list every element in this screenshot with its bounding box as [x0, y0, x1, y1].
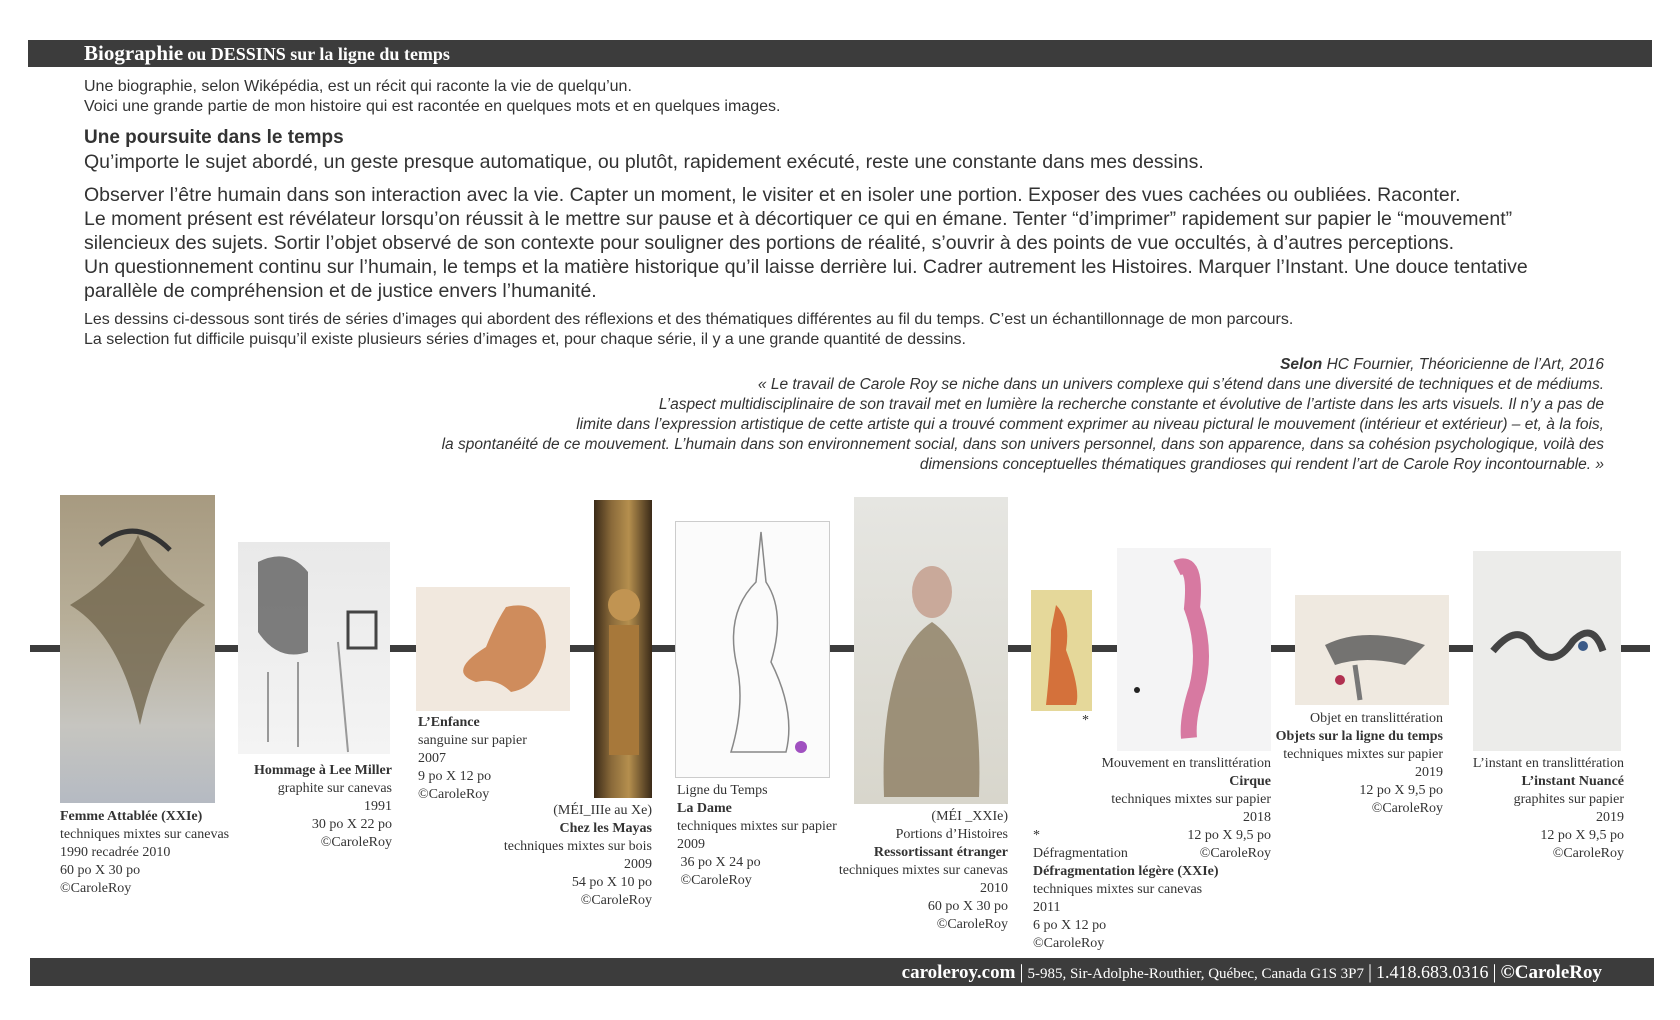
caption-title: Cirque [1229, 774, 1271, 789]
artwork-image-enfance [416, 587, 570, 711]
caption-dimensions: 9 po X 12 po [418, 769, 492, 784]
caption-series: (MÉI _XXIe) [931, 809, 1008, 824]
footer-bar [30, 958, 1654, 986]
caption-copyright: ©CaroleRoy [60, 881, 132, 896]
footer-copyright: ©CaroleRoy [1500, 962, 1602, 983]
caption-title: La Dame [677, 801, 732, 816]
caption-copyright: ©CaroleRoy [1552, 846, 1624, 861]
caption-technique: techniques mixtes sur canevas [838, 863, 1008, 878]
caption-title: Ressortissant étranger [873, 845, 1008, 860]
caption-title: Objets sur la ligne du temps [1275, 729, 1443, 744]
caption-series: Objet en translittération [1310, 711, 1443, 726]
caption-dimensions: 6 po X 12 po [1033, 918, 1107, 933]
caption-cirque [1101, 755, 1271, 863]
caption-objets-ligne-du-temps [1276, 710, 1443, 818]
caption-copyright: ©CaroleRoy [320, 835, 392, 850]
caption-marker: * [1033, 828, 1040, 843]
caption-title: Chez les Mayas [559, 821, 652, 836]
intro-line-2: Voici une grande partie de mon histoire qui est racontée en quelques mots et en quelques images. [84, 98, 781, 115]
caption-instant-nuance [1473, 755, 1624, 863]
caption-year: 1990 recadrée 2010 [60, 845, 171, 860]
quote-line-3: limite dans l’expression artistique de cette artiste qui a trouvé comment exprimer au niveau pictural le mouvement (intérieur et extérieur) – et, à la fois, [576, 416, 1604, 433]
caption-technique: sanguine sur papier [418, 733, 527, 748]
caption-dimensions: 60 po X 30 po [60, 863, 141, 878]
caption-femme-attablee [60, 808, 229, 898]
caption-copyright: ©CaroleRoy [1199, 846, 1271, 861]
caption-series: (MÉI_IIIe au Xe) [553, 803, 652, 818]
caption-series: Défragmentation [1033, 846, 1128, 861]
caption-dimensions: 54 po X 10 po [571, 875, 652, 890]
selection-line-2: La selection fut difficile puisqu’il existe plusieurs séries d’images et, pour chaque série, il y a une grande quantité de dessins. [84, 331, 966, 348]
section-line-5: Un questionnement continu sur l’humain, le temps et la matière historique qu’il laisse derrière lui. Cadrer autrement les Histoires. Marquer l’Instant. Une douce tentative [84, 256, 1528, 278]
caption-series: L’instant en translittération [1472, 756, 1624, 771]
caption-year: 2009 [677, 837, 705, 852]
footer-text: caroleroy.com | 5-985, Sir-Adolphe-Routhier, Québec, Canada G1S 3P7 | 1.418.683.0316 | ©CaroleRoy [901, 961, 1602, 983]
caption-dimensions: 36 po X 24 po [677, 855, 761, 870]
caption-technique: techniques mixtes sur canevas [60, 827, 230, 842]
artwork-image-femme-attablee [60, 495, 215, 803]
section-line-4: silencieux des sujets. Sortir l’objet observé de son contexte pour souligner des portions de réalité, s’ouvrir à des points de vue occultés, à d’autres perceptions. [84, 232, 1455, 254]
caption-title: L’Enfance [418, 715, 480, 730]
caption-title: L’instant Nuancé [1521, 774, 1624, 789]
section-line-3: Le moment présent est révélateur lorsqu’on réussit à le mettre sur pause et à décortiquer ce qui en émane. Tenter “d’imprimer” rapidement sur papier le “mouvement” [84, 208, 1513, 230]
caption-copyright: ©CaroleRoy [677, 873, 752, 888]
page-title-rest: ou DESSINS sur la ligne du temps [187, 44, 450, 64]
quote-author-bold: Selon [1280, 356, 1323, 373]
footer-address: 5-985, Sir-Adolphe-Routhier, Québec, Canada G1S 3P7 [1027, 966, 1365, 982]
defragmentation-marker: * [1082, 713, 1089, 728]
caption-technique: techniques mixtes sur papier [1283, 747, 1443, 762]
caption-dimensions: 12 po X 9,5 po [1359, 783, 1443, 798]
caption-copyright: ©CaroleRoy [1033, 936, 1105, 951]
page-title-bold: Biographie [84, 41, 184, 65]
caption-copyright: ©CaroleRoy [936, 917, 1008, 932]
caption-technique: techniques mixtes sur papier [677, 819, 837, 834]
artwork-image-objets-ligne-du-temps [1295, 595, 1449, 705]
caption-year: 2007 [418, 751, 446, 766]
quote-line-4: la spontanéité de ce mouvement. L’humain dans son environnement social, dans son univers personnel, dans son apparence, dans sa cohésion psychologique, voilà des [441, 436, 1604, 453]
section-line-6: parallèle de compréhension et de justice envers l’humanité. [84, 280, 597, 302]
artwork-image-hommage-lee-miller [238, 542, 390, 754]
caption-chez-les-mayas [504, 802, 652, 910]
artwork-image-defragmentation [1031, 590, 1092, 711]
section-heading: Une poursuite dans le temps [84, 127, 344, 148]
caption-title: Femme Attablée (XXIe) [60, 809, 203, 824]
caption-title: Défragmentation légère (XXIe) [1033, 864, 1219, 879]
caption-technique: graphites sur papier [1513, 792, 1624, 807]
artwork-image-la-dame [675, 521, 830, 778]
caption-dimensions: 12 po X 9,5 po [1540, 828, 1624, 843]
caption-year: 1991 [364, 799, 392, 814]
caption-year: 2019 [1596, 810, 1624, 825]
quote-line-5: dimensions conceptuelles thématiques grandioses qui rendent l’art de Carole Roy incontournable. » [919, 456, 1604, 473]
caption-dimensions: 60 po X 30 po [927, 899, 1008, 914]
caption-technique: techniques mixtes sur canevas [1033, 882, 1203, 897]
section-line-1: Qu’importe le sujet abordé, un geste presque automatique, ou plutôt, rapidement exécuté, reste une constante dans mes dessins. [84, 151, 1204, 173]
caption-dimensions: 30 po X 22 po [311, 817, 392, 832]
caption-la-dame [677, 782, 837, 890]
footer-phone: 1.418.683.0316 [1376, 962, 1489, 982]
intro-line-1: Une biographie, selon Wiképédia, est un récit qui raconte la vie de quelqu’un. [84, 78, 632, 95]
artwork-image-ressortissant-etranger [854, 497, 1008, 804]
caption-technique: techniques mixtes sur bois [503, 839, 652, 854]
footer-site-link[interactable]: caroleroy.com [901, 962, 1016, 983]
caption-technique: graphite sur canevas [277, 781, 392, 796]
caption-year: 2010 [980, 881, 1008, 896]
selection-line-1: Les dessins ci-dessous sont tirés de séries d’images qui abordent des réflexions et des thématiques différentes au fil du temps. C’est un échantillonnage de mon parcours. [84, 311, 1294, 328]
caption-year: 2011 [1033, 900, 1061, 915]
artwork-image-chez-les-mayas [594, 500, 652, 798]
caption-year: 2009 [624, 857, 652, 872]
caption-series: Ligne du Temps [677, 783, 768, 798]
quote-line-1: « Le travail de Carole Roy se niche dans un univers complexe qui s’étend dans une diversité de techniques et de médiums. [757, 376, 1604, 393]
section-line-2: Observer l’être humain dans son interaction avec la vie. Capter un moment, le visiter et en isoler une portion. Exposer des vues cachées ou oubliées. Raconter. [84, 184, 1461, 206]
caption-ressortissant-etranger [839, 808, 1008, 934]
caption-copyright: ©CaroleRoy [1371, 801, 1443, 816]
caption-year: 2019 [1415, 765, 1443, 780]
caption-dimensions: 12 po X 9,5 po [1187, 828, 1271, 843]
quote-author-rest: HC Fournier, Théoricienne de l’Art, 2016 [1322, 356, 1604, 373]
caption-title: Hommage à Lee Miller [253, 763, 392, 778]
caption-subseries: Portions d’Histoires [895, 827, 1008, 842]
quote-author [1280, 355, 1604, 375]
caption-copyright: ©CaroleRoy [580, 893, 652, 908]
quote-line-2: L’aspect multidisciplinaire de son travail met en lumière la recherche constante et évolutive de l’artiste dans les arts visuels. Il n’y a pas de [658, 396, 1604, 413]
caption-hommage-lee-miller [254, 762, 392, 852]
artwork-image-cirque [1117, 548, 1271, 751]
caption-technique: techniques mixtes sur papier [1111, 792, 1271, 807]
caption-year: 2018 [1243, 810, 1271, 825]
artwork-image-instant-nuance [1473, 551, 1621, 751]
page-title [84, 40, 450, 69]
caption-enfance [418, 714, 527, 804]
caption-copyright: ©CaroleRoy [418, 787, 490, 802]
title-bar [28, 40, 1652, 67]
caption-series: Mouvement en translittération [1101, 756, 1271, 771]
